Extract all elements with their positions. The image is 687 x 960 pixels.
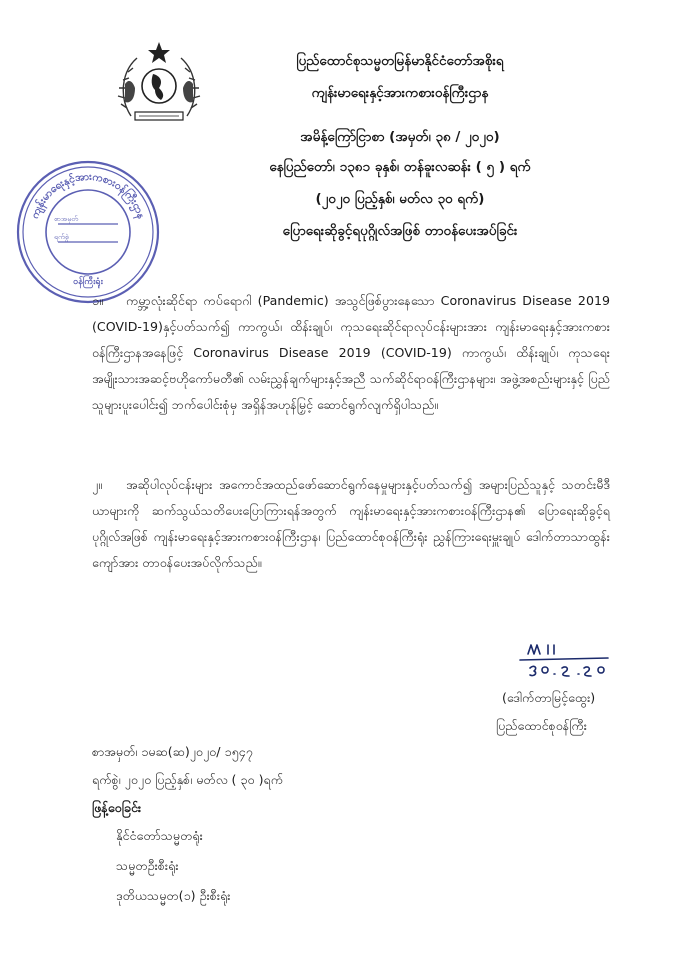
government-name: ပြည်ထောင်စုသမ္မတမြန်မာနိုင်ငံတော်အစိုးရ bbox=[296, 53, 504, 69]
distribution-label: ဖြန့်ဝေခြင်း bbox=[92, 800, 142, 815]
handwritten-signature bbox=[518, 640, 618, 680]
issue-date-gregorian: (၂၀၂၀ ပြည့်နှစ်၊ မတ်လ ၃၀ ရက်) bbox=[315, 191, 485, 207]
recipient-item: ဒုတိယသမ္မတ(၁) ဦးစီးရုံး bbox=[116, 888, 231, 903]
stamp-field-ref: စာအမှတ် bbox=[54, 215, 79, 223]
ministry-name: ကျန်းမာရေးနှင့်အားကစားဝန်ကြီးဌာန bbox=[311, 85, 489, 101]
paragraph-1 bbox=[92, 288, 610, 418]
paragraph-2-text: အဆိုပါလုပ်ငန်းများ အကောင်အထည်ဖော်ဆောင်ရွက်နေမှုများနှင့်ပတ်သက်၍ အများပြည်သူနှင့် သတင်းမီဒီယာများကို ဆက်သွယ်သတိပေးပြောကြားရန်အတွက် ကျန်းမာရေးနှင့်အားကစားဝန်ကြီးဌာန၏ ပြောရေးဆိုခွင့်ရပုဂ္ဂိုလ်အဖြစ် ကျန်းမာရေးနှင့်အားကစားဝန်ကြီးဌာန၊ ပြည်ထောင်စုဝန်ကြီးရုံး ညွှန်ကြားရေးမှူးချုပ် ဒေါက်တာသာထွန်းကျော်အား တာဝန်ပေးအပ်လိုက်သည်။ bbox=[92, 477, 610, 570]
stamp-bottom-text: ဝန်ကြီးရုံး bbox=[73, 277, 103, 287]
stamp-outer-text: ကျန်းမာရေးနှင့်အားကစားဝန်ကြီးဌာန bbox=[28, 170, 148, 221]
reference-number: စာအမှတ်၊ ၁မဆ(ဆ)၂၀၂၀/ ၁၅၄၇ bbox=[92, 744, 253, 759]
signatory-title: ပြည်ထောင်စုဝန်ကြီး bbox=[496, 718, 587, 733]
paragraph-2-number: ၂။ bbox=[92, 477, 102, 492]
stamp-field-date: ရက်စွဲ bbox=[54, 233, 69, 241]
paragraph-2 bbox=[92, 472, 610, 576]
recipient-item: သမ္မတဦးစီးရုံး bbox=[116, 858, 179, 873]
state-emblem-icon bbox=[111, 38, 207, 130]
signatory-name: (ဒေါက်တာမြင့်ထွေး) bbox=[502, 690, 596, 705]
issue-date-myanmar: နေပြည်တော်၊ ၁၃၈၁ ခုနှစ်၊ တန်ခူးလဆန်း ( ၅ ) ရက် bbox=[269, 159, 531, 175]
svg-text:ကျန်းမာရေးနှင့်အားကစားဝန်ကြီးဌ bbox=[29, 170, 147, 221]
ministry-stamp bbox=[14, 158, 162, 306]
recipient-item: နိုင်ငံတော်သမ္မတရုံး bbox=[116, 828, 203, 843]
paragraph-1-number: ၁။ bbox=[92, 293, 103, 308]
reference-date: ရက်စွဲ၊ ၂၀၂၀ ပြည့်နှစ်၊ မတ်လ ( ၃၀ )ရက် bbox=[92, 772, 284, 787]
paragraph-1-text: ကမ္ဘာ့လုံးဆိုင်ရာ ကပ်ရောဂါ (Pandemic) အသွင်ဖြစ်ပွားနေသော Coronavirus Disease 2019 (COVID-19)နှင့်ပတ်သက်၍ ကာကွယ်၊ ထိန်းချုပ်၊ ကုသရေးဆိုင်ရာလုပ်ငန်းများအား ကျန်းမာရေးနှင့်အားကစားဝန်ကြီးဌာနအနေဖြင့် Coronavirus Disease 2019 (COVID-19) ကာကွယ်၊ ထိန်းချုပ်၊ ကုသရေး အမျိုးသားအဆင့်ဗဟိုကော်မတီ၏ လမ်းညွှန်ချက်များနှင့်အညီ သက်ဆိုင်ရာဝန်ကြီးဌာနများ၊ အဖွဲ့အစည်းများနှင့် ပြည်သူများပူးပေါင်း၍ ဘက်ပေါင်းစုံမှ အရှိန်အဟုန်မြှင့် ဆောင်ရွက်လျက်ရှိပါသည်။ bbox=[92, 293, 610, 412]
order-subject: ပြောရေးဆိုခွင့်ရပုဂ္ဂိုလ်အဖြစ် တာဝန်ပေးအပ်ခြင်း bbox=[282, 223, 518, 239]
order-number: အမိန့်ကြော်ငြာစာ (အမှတ်၊ ၃၈ / ၂၀၂၀) bbox=[300, 129, 500, 145]
